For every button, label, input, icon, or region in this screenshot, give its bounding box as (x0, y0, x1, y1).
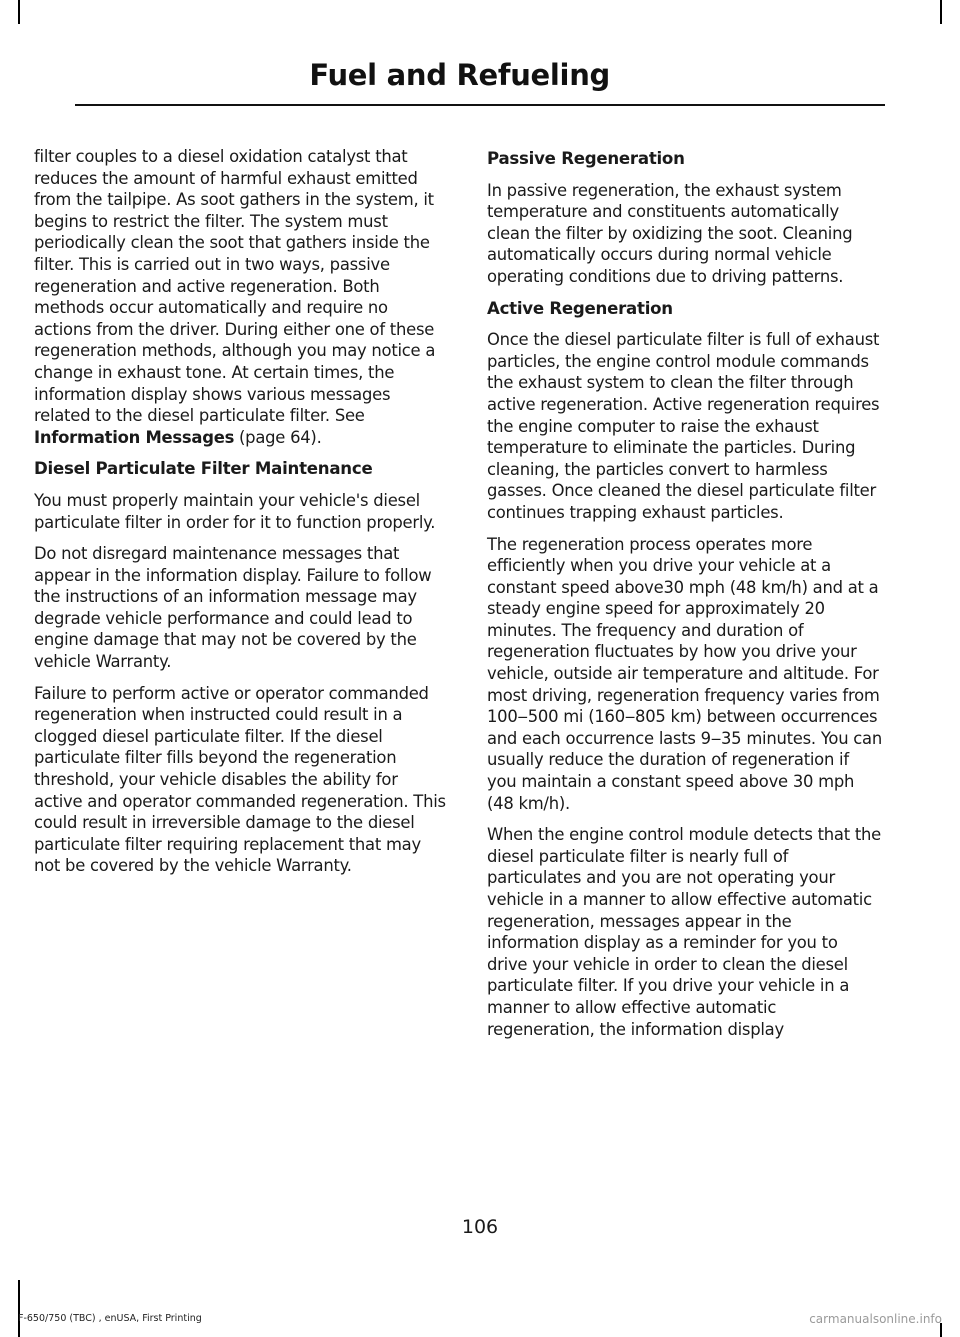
heading-dpf-maintenance: Diesel Particulate Filter Maintenance (34, 459, 373, 479)
crop-mark-bottom-left (18, 1280, 20, 1337)
left-column (34, 146, 446, 887)
active-paragraph: Once the diesel particulate filter is full of exhaust particles, the engine control module commands the exhaust system to clean the filter through active regeneration. Active regeneration requires the engine computer to raise the exhaust temperature to eliminate the particles. During cleaning, the particles convert to harmless gasses. Once cleaned the diesel particulate filter continues trapping exhaust particles. (487, 330, 880, 522)
right-column (487, 146, 882, 1050)
crop-mark-top-right (940, 0, 942, 24)
heading-active-regeneration: Active Regeneration (487, 298, 673, 318)
page-reference: (page 64). (234, 427, 322, 447)
information-messages-link[interactable]: Information Messages (34, 427, 235, 447)
edition-label: F-650/750 (TBC) , enUSA, First Printing (18, 1313, 202, 1324)
page-section-title: Fuel and Refueling (309, 58, 610, 92)
maintenance-paragraph-1: You must properly maintain your vehicle's diesel particulate filter in order for it to function properly. (34, 490, 436, 532)
header-divider (75, 104, 885, 106)
detect-paragraph: When the engine control module detects that the diesel particulate filter is nearly full of particulates and you are not operating your vehicle in a manner to allow effective automatic regeneration, messages appear in the information display as a reminder for you to drive your vehicle in order to clean the diesel particulate filter. If you drive your vehicle in a manner to allow effective automatic regeneration, the information display (487, 825, 881, 1039)
watermark: carmanualsonline.info (809, 1312, 942, 1326)
crop-mark-top-left (18, 0, 20, 24)
intro-text: filter couples to a diesel oxidation catalyst that reduces the amount of harmful exhaust emitted from the tailpipe. As soot gathers in the system, it begins to restrict the filter. The system must periodically clean the soot that gathers inside the filter. This is carried out in two ways, passive regeneration and active regeneration. Both methods occur automatically and require no actions from the driver. During either one of these regeneration methods, although you may notice a change in exhaust tone. At certain times, the information display shows various messages related to the diesel particulate filter. See (34, 147, 436, 426)
maintenance-paragraph-2: Do not disregard maintenance messages that appear in the information display. Failure to follow the instructions of an information message may degrade vehicle performance and could lead to engine damage that may not be covered by the vehicle Warranty. (34, 544, 432, 672)
page-number: 106 (461, 1216, 499, 1238)
process-paragraph: The regeneration process operates more efficiently when you drive your vehicle at a constant speed above30 mph (48 km/h) and at a steady engine speed for approximately 20 minutes. The frequency and duration of regeneration fluctuates by how you drive your vehicle, outside air temperature and altitude. For most driving, regeneration frequency varies from 100‒500 mi (160‒805 km) between occurrences and each occurrence lasts 9‒35 minutes. You can usually reduce the duration of regeneration if you maintain a constant speed above 30 mph (48 km/h). (487, 534, 882, 813)
passive-paragraph: In passive regeneration, the exhaust system temperature and constituents automatically clean the filter by oxidizing the soot. Cleaning automatically occurs during normal vehicle operating conditions due to driving patterns. (487, 180, 853, 286)
heading-passive-regeneration: Passive Regeneration (487, 149, 685, 168)
maintenance-paragraph-3: Failure to perform active or operator commanded regeneration when instructed could result in a clogged diesel particulate filter. If the diesel particulate filter fills beyond the regeneration threshold, your vehicle disables the ability for active and operator commanded regeneration. This could result in irreversible damage to the diesel particulate filter requiring replacement that may not be covered by the vehicle Warranty. (34, 683, 446, 876)
intro-paragraph (34, 146, 446, 448)
